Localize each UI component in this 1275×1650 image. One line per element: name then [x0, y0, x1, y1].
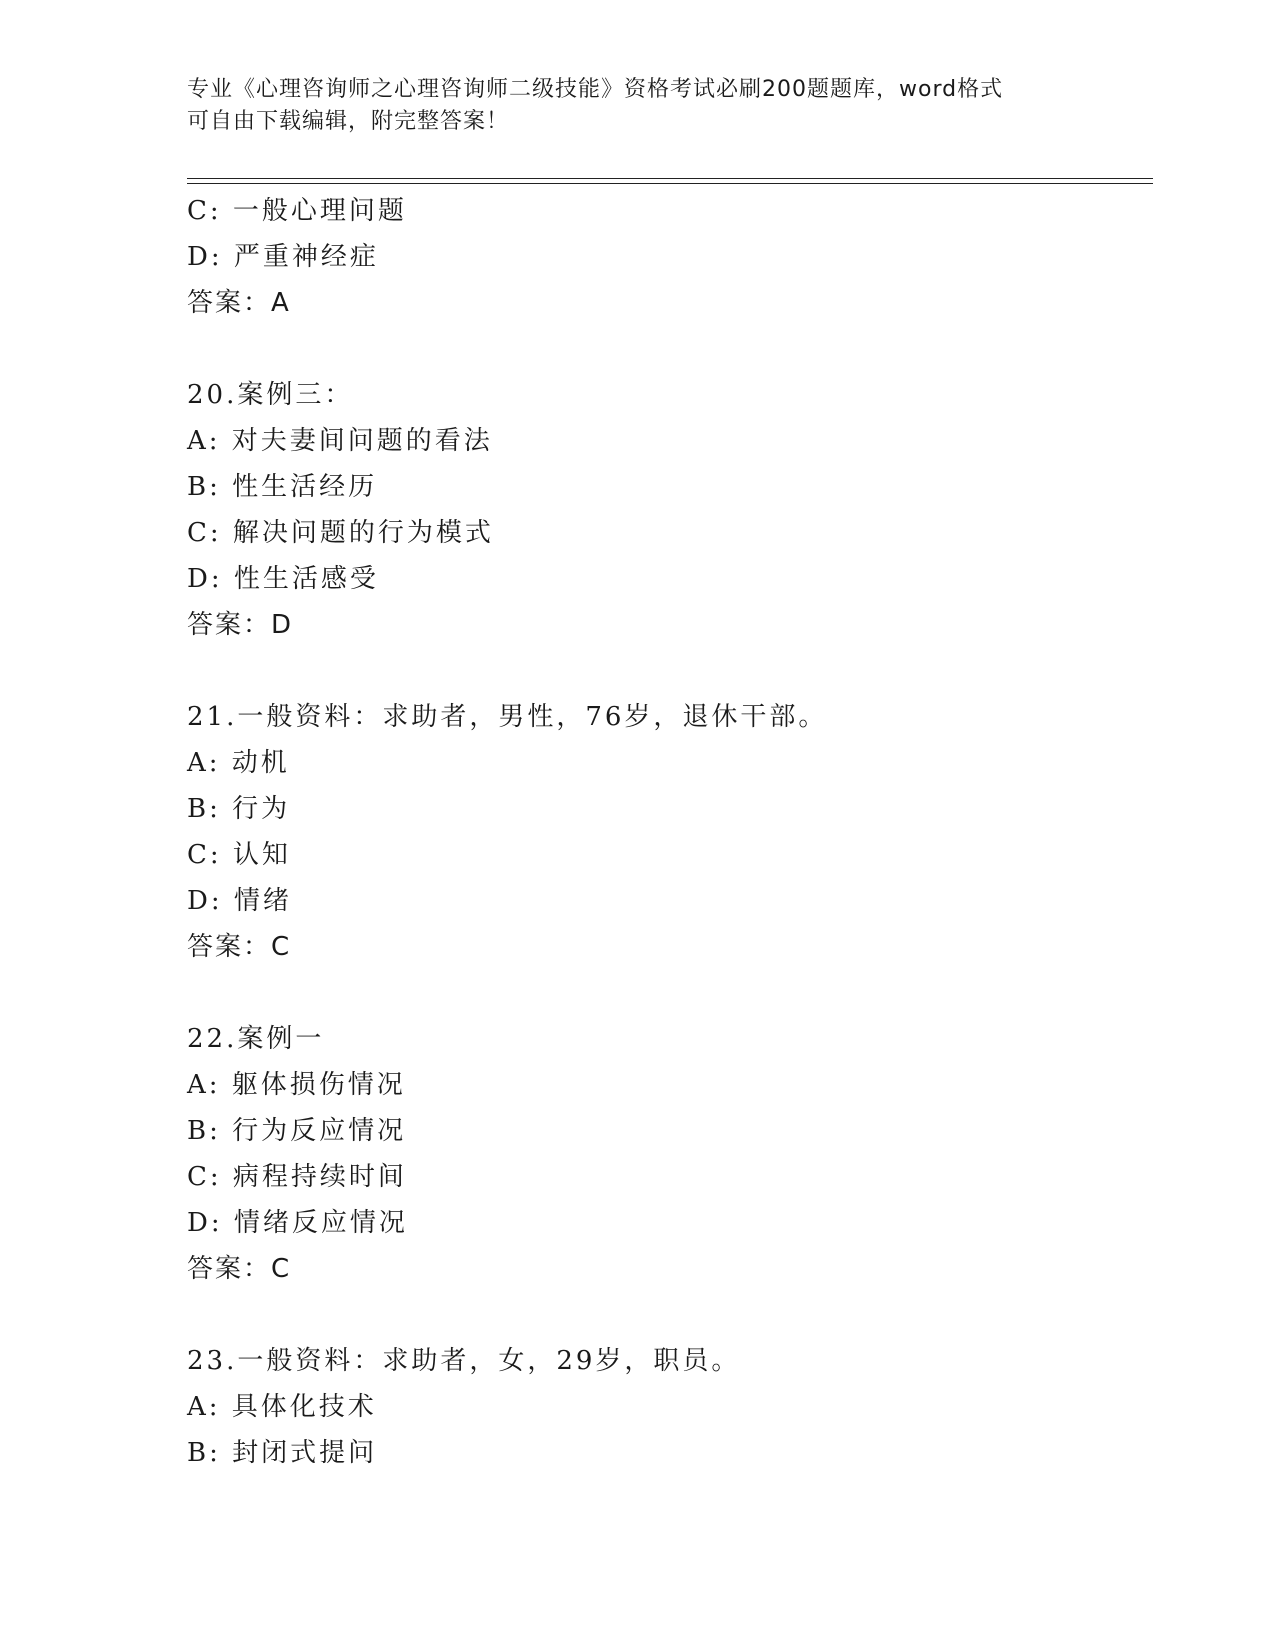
question-stem: 20.案例三：	[187, 380, 354, 410]
option-a: A: 动机	[187, 748, 290, 778]
answer-line: 答案：D	[187, 610, 294, 640]
spacer	[187, 326, 1153, 372]
option-b: B: 行为	[187, 794, 291, 824]
question-stem: 22.案例一	[187, 1024, 325, 1054]
option-b: B: 封闭式提问	[187, 1438, 378, 1468]
header-line-1: 专业《心理咨询师之心理咨询师二级技能》资格考试必刷200题题库，word格式	[187, 77, 1004, 102]
option-c: C: 一般心理问题	[187, 196, 407, 226]
question-stem: 23.一般资料：求助者，女，29岁，职员。	[187, 1346, 741, 1376]
option-a: A: 具体化技术	[187, 1392, 377, 1422]
option-d: D: 严重神经症	[187, 242, 379, 272]
answer-line: 答案：A	[187, 288, 291, 318]
question-list	[187, 188, 1153, 1476]
option-c: C: 解决问题的行为模式	[187, 518, 494, 548]
header-line-2: 可自由下载编辑，附完整答案！	[187, 109, 510, 134]
spacer	[187, 648, 1153, 694]
option-d: D: 情绪反应情况	[187, 1208, 408, 1238]
header-divider-bottom	[187, 183, 1153, 184]
answer-line: 答案：C	[187, 1254, 292, 1284]
option-b: B: 行为反应情况	[187, 1116, 407, 1146]
option-c: C: 认知	[187, 840, 291, 870]
question-stem: 21.一般资料：求助者，男性，76岁，退休干部。	[187, 702, 828, 732]
answer-line: 答案：C	[187, 932, 292, 962]
spacer	[187, 1292, 1153, 1338]
option-c: C: 病程持续时间	[187, 1162, 407, 1192]
document-header	[187, 74, 1067, 138]
spacer	[187, 970, 1153, 1016]
option-b: B: 性生活经历	[187, 472, 378, 502]
option-d: D: 性生活感受	[187, 564, 379, 594]
option-a: A: 躯体损伤情况	[187, 1070, 406, 1100]
option-a: A: 对夫妻间问题的看法	[187, 426, 493, 456]
header-divider-top	[187, 178, 1153, 179]
option-d: D: 情绪	[187, 886, 292, 916]
